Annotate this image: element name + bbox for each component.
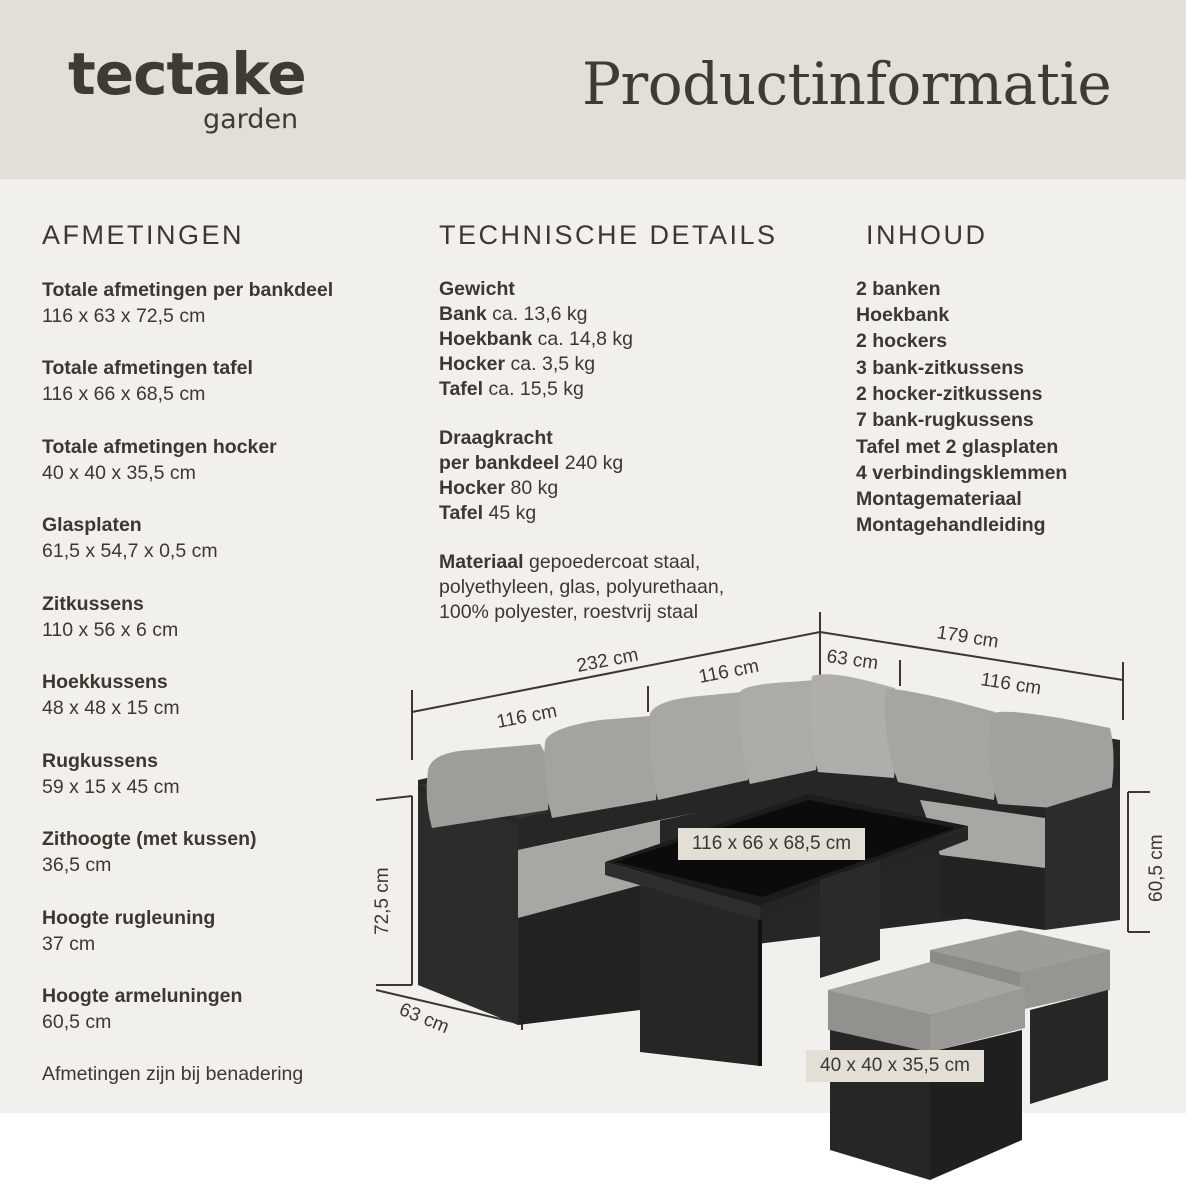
brand-logo: tectake (68, 40, 306, 108)
approximation-note: Afmetingen zijn bij benadering (42, 1063, 304, 1085)
materiaal-value: gepoedercoat staal, (528, 551, 701, 573)
gewicht-title: Gewicht (439, 278, 515, 300)
dim-value: 59 x 15 x 45 cm (42, 776, 180, 798)
dim-label: Hoogte rugleuning (42, 907, 216, 929)
dim-63-top: 63 cm (825, 646, 880, 675)
dim-value: 116 x 66 x 68,5 cm (42, 383, 206, 405)
dim-value: 37 cm (42, 933, 96, 955)
inhoud-heading: INHOUD (866, 220, 988, 250)
draagkracht-value: 80 kg (510, 477, 559, 499)
draagkracht-title: Draagkracht (439, 427, 553, 449)
dim-116-mid: 116 cm (696, 655, 761, 688)
gewicht-label: Tafel (439, 378, 484, 400)
materiaal-line: 100% polyester, roestvrij staal (439, 601, 699, 623)
dim-value: 48 x 48 x 15 cm (42, 697, 180, 719)
dim-value: 61,5 x 54,7 x 0,5 cm (42, 540, 218, 562)
dim-label: Glasplaten (42, 514, 142, 536)
gewicht-value: ca. 13,6 kg (492, 303, 588, 325)
gewicht-row (439, 352, 595, 377)
gewicht-row (439, 302, 588, 327)
gewicht-label: Hocker (439, 353, 506, 375)
inhoud-item: 7 bank-rugkussens (856, 409, 1034, 431)
dim-label: Hoekkussens (42, 671, 168, 693)
dim-63-bottom: 63 cm (396, 999, 452, 1039)
afmetingen-heading: AFMETINGEN (42, 220, 245, 250)
draagkracht-row (439, 476, 558, 501)
table-dimension-tag: 116 x 66 x 68,5 cm (678, 828, 865, 860)
gewicht-value: ca. 14,8 kg (537, 328, 634, 350)
draagkracht-row (439, 451, 623, 476)
draagkracht-label: per bankdeel (439, 452, 560, 474)
page-title: Productinformatie (582, 50, 1112, 118)
dim-605: 60,5 cm (1146, 834, 1167, 902)
draagkracht-label: Tafel (439, 502, 484, 524)
materiaal-line: polyethyleen, glas, polyurethaan, (439, 576, 725, 598)
dim-label: Zithoogte (met kussen) (42, 828, 257, 850)
gewicht-row (439, 377, 584, 402)
hocker-dimension-tag: 40 x 40 x 35,5 cm (806, 1050, 984, 1082)
dim-value: 116 x 63 x 72,5 cm (42, 305, 206, 327)
draagkracht-label: Hocker (439, 477, 506, 499)
dim-725: 72,5 cm (372, 867, 393, 935)
inhoud-item: 2 banken (856, 278, 941, 300)
materiaal-row (439, 550, 700, 575)
dim-label: Hoogte armeluningen (42, 985, 243, 1007)
gewicht-label: Bank (439, 303, 487, 325)
inhoud-item: Montagehandleiding (856, 514, 1046, 536)
dim-116-left: 116 cm (494, 700, 559, 733)
inhoud-item: 2 hocker-zitkussens (856, 383, 1043, 405)
dim-value: 40 x 40 x 35,5 cm (42, 462, 196, 484)
inhoud-item: Hoekbank (856, 304, 950, 326)
inhoud-item: 3 bank-zitkussens (856, 357, 1024, 379)
draagkracht-row (439, 501, 536, 526)
dim-label: Totale afmetingen hocker (42, 436, 277, 458)
brand-sub: garden (203, 104, 299, 135)
dim-116-right: 116 cm (979, 669, 1043, 700)
inhoud-item: Montagemateriaal (856, 488, 1022, 510)
inhoud-item: Tafel met 2 glasplaten (856, 436, 1059, 458)
dim-label: Rugkussens (42, 750, 158, 772)
technisch-heading: TECHNISCHE DETAILS (439, 220, 778, 250)
dim-179: 179 cm (935, 622, 1001, 653)
draagkracht-value: 240 kg (564, 452, 624, 474)
gewicht-value: ca. 3,5 kg (510, 353, 596, 375)
dim-value: 36,5 cm (42, 854, 112, 876)
gewicht-label: Hoekbank (439, 328, 533, 350)
dim-232: 232 cm (574, 644, 641, 677)
gewicht-value: ca. 15,5 kg (488, 378, 584, 400)
dim-label: Totale afmetingen per bankdeel (42, 279, 334, 301)
inhoud-item: 4 verbindingsklemmen (856, 462, 1068, 484)
gewicht-row (439, 327, 633, 352)
draagkracht-value: 45 kg (488, 502, 537, 524)
dim-label: Zitkussens (42, 593, 144, 615)
dim-value: 110 x 56 x 6 cm (42, 619, 179, 641)
inhoud-item: 2 hockers (856, 330, 948, 352)
materiaal-label: Materiaal (439, 551, 524, 573)
dim-label: Totale afmetingen tafel (42, 357, 253, 379)
dim-value: 60,5 cm (42, 1011, 112, 1033)
